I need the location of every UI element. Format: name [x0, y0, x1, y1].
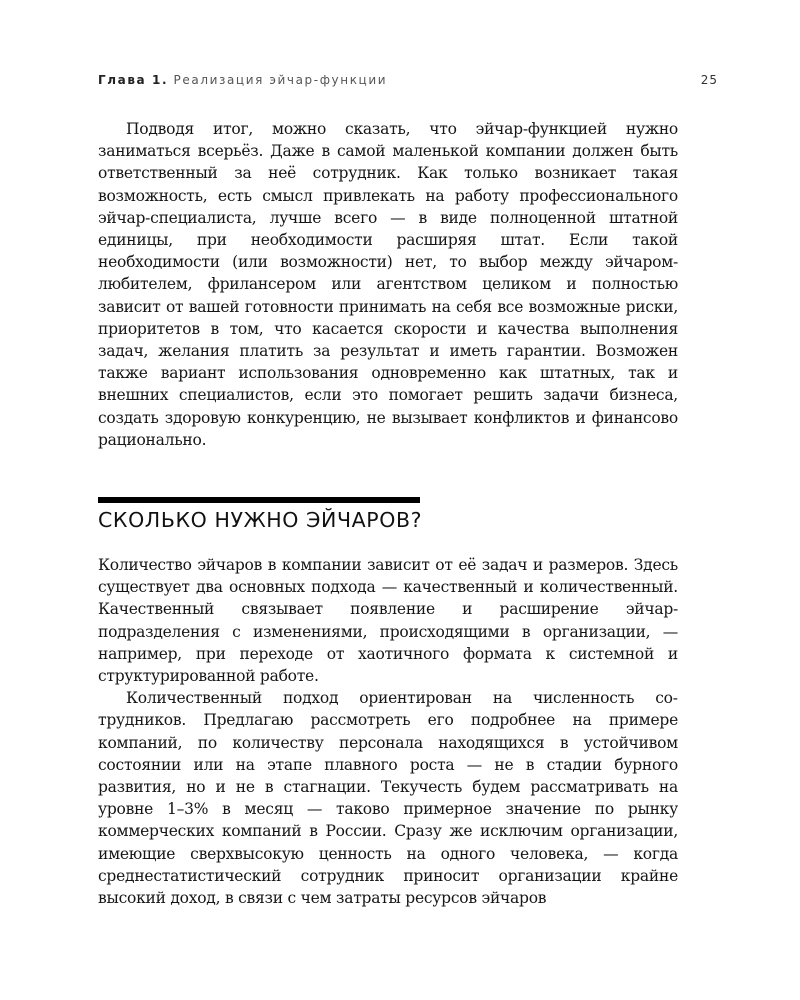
paragraph-quantitative: Количественный подход ориентирован на численность сотрудников. Предлагаю рассмотреть его подробнее на примере компаний, по количеству персонала находящихся в устойчивом состоянии или на этапе плавного роста — не в стадии бурного развития, но и не в стагнации. Текучесть будем рассматривать на уровне 1–3% в месяц — таково примерное значение по рынку коммерческих компаний в России. Сразу же исключим организации, имеющие сверхвысокую ценность на одного человека, — когда среднестатистический сотрудник приносит организации крайне высокий доход, в связи с чем затраты ресурсов эйчаров	[98, 689, 678, 908]
chapter-title: Реализация эйчар-функции	[173, 73, 388, 87]
paragraph-approaches: Количество эйчаров в компании зависит от её задач и размеров. Здесь существует два основных подхода — качественный и количественный. Качественный связывает появление и расширение эйчар-подразделения с изменениями, происходящими в организации, — например, при переходе от хаотичного формата к системной и структурированной работе.	[98, 556, 678, 686]
page-number: 25	[700, 73, 718, 87]
body-text-top	[98, 118, 678, 451]
running-head	[98, 73, 718, 91]
paragraph-summary: Подводя итог, можно сказать, что эйчар-функцией нужно заниматься всерьёз. Даже в самой маленькой компании должен быть ответственный за неё сотрудник. Как только возникает такая возможность, есть смысл привлекать на работу профессионального эйчар-специалиста, лучше всего — в виде полноценной штатной единицы, при необходимости расширяя штат. Если такой необходимости (или возможности) нет, то выбор между эйчаром-любителем, фрилансером или агентством целиком и полностью зависит от вашей готовности принимать на себя все возможные риски, приоритетов в том, что касается скорости и качества выполнения задач, желания платить за результат и иметь гарантии. Возможен также вариант использования одновременно как штатных, так и внешних специалистов, если это помогает решить задачи бизнеса, создать здоровую конкуренцию, не вызывает конфликтов и финансово рационально.	[98, 120, 678, 449]
body-text-section	[98, 554, 678, 909]
section-rule	[98, 497, 420, 503]
chapter-label: Глава 1.	[98, 73, 169, 87]
section-heading: СКОЛЬКО НУЖНО ЭЙЧАРОВ?	[98, 508, 423, 532]
